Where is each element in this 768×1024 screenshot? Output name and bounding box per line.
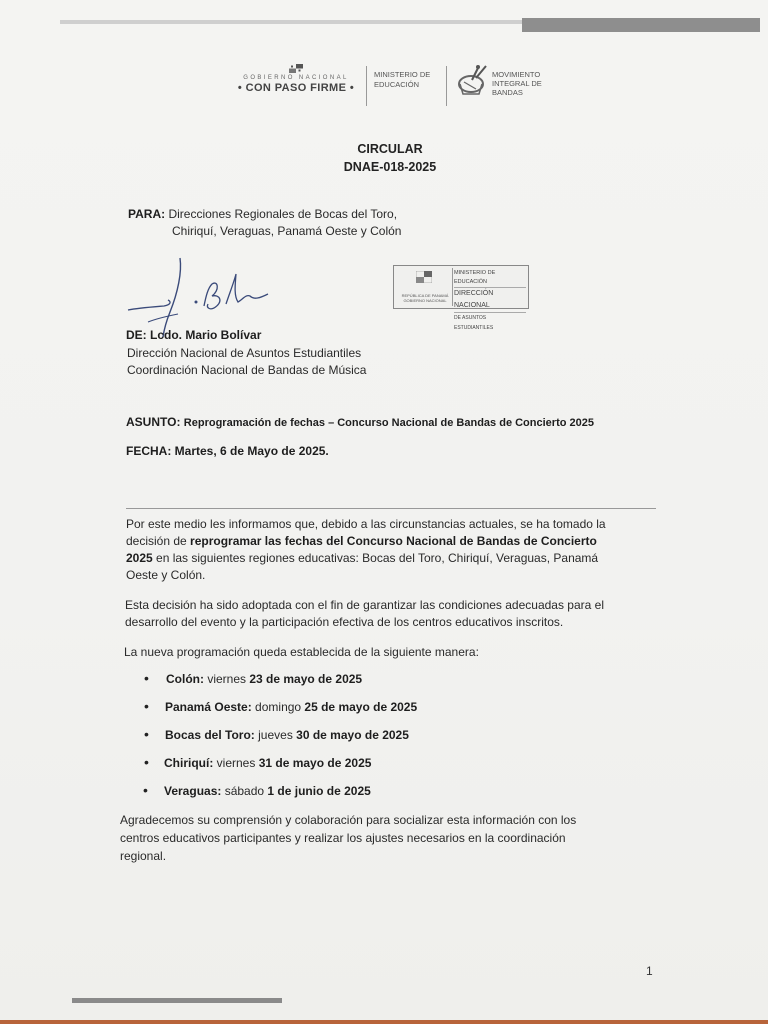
de-line [126, 327, 261, 343]
body-emphasis: reprogramar las fechas del Concurso Nacional de Bandas de Concierto [190, 534, 597, 548]
ministerio-educacion-logo: MINISTERIO DE EDUCACIÓN [374, 70, 431, 89]
body-text: en las siguientes regiones educativas: Bocas del Toro, Chiriquí, Veraguas, Panamá [152, 551, 599, 565]
fecha-line [126, 443, 329, 459]
body-emphasis: 2025 [126, 551, 153, 565]
body-p1-line2 [126, 533, 597, 549]
body-text: decisión de [126, 534, 191, 548]
circular-number: DNAE-018-2025 [343, 160, 437, 174]
schedule-item [165, 699, 417, 715]
bullet-icon: • [143, 782, 148, 798]
sender-name: Lcdo. Mario Bolívar [150, 328, 262, 342]
asunto-line [126, 414, 594, 431]
asunto-text: Reprogramación de fechas – Concurso Nacional de Bandas de Concierto 2025 [183, 417, 594, 429]
asunto-label: ASUNTO: [126, 415, 181, 429]
schedule-day: sábado [221, 784, 268, 798]
schedule-date: 30 de mayo de 2025 [296, 728, 409, 742]
stamp-republica-text: REPÚBLICA DE PANAMÁ GOBIERNO NACIONAL [401, 293, 449, 303]
body-p4-line3: regional. [120, 849, 167, 863]
body-p2-line2: desarrollo del evento y la participación efectiva de los centros educativos inscritos. [125, 615, 564, 629]
section-divider [126, 508, 656, 509]
sender-coordination: Coordinación Nacional de Bandas de Música [127, 363, 367, 377]
movimiento-bandas-logo: MOVIMIENTO INTEGRAL DE BANDAS [492, 70, 542, 97]
schedule-item [164, 783, 371, 799]
para-recipients-1: Direcciones Regionales de Bocas del Toro, [168, 207, 398, 221]
bullet-icon: • [144, 670, 149, 686]
drum-band-icon [454, 62, 490, 102]
para-label: PARA: [128, 207, 166, 221]
body-p1-line4: Oeste y Colón. [126, 568, 206, 582]
schedule-day: domingo [251, 700, 305, 714]
header-separator [366, 66, 367, 106]
fecha-label: FECHA: [126, 444, 172, 458]
schedule-date: 1 de junio de 2025 [267, 784, 371, 798]
schedule-date: 31 de mayo de 2025 [258, 756, 372, 770]
stamp-line-1: MINISTERIO DE EDUCACIÓN [454, 269, 526, 288]
schedule-day: viernes [213, 756, 259, 770]
bullet-icon: • [144, 754, 149, 770]
schedule-region: Bocas del Toro: [165, 728, 255, 742]
schedule-item [165, 727, 409, 743]
para-line [128, 206, 397, 222]
schedule-date: 23 de mayo de 2025 [249, 672, 363, 686]
bottom-edge-bar [72, 998, 282, 1003]
schedule-item [166, 671, 362, 687]
stamp-emblem [396, 268, 453, 306]
panama-flag-icon [289, 64, 303, 73]
schedule-region: Chiriquí: [164, 756, 214, 770]
body-p3: La nueva programación queda establecida de la siguiente manera: [124, 645, 479, 659]
bullet-icon: • [144, 698, 149, 714]
official-stamp [393, 265, 529, 331]
schedule-day: viernes [204, 672, 250, 686]
fecha-text: Martes, 6 de Mayo de 2025. [174, 444, 329, 458]
body-p1-line1: Por este medio les informamos que, debido a las circunstancias actuales, se ha tomado la [126, 517, 606, 531]
schedule-region: Veraguas: [164, 784, 222, 798]
schedule-item [164, 755, 371, 771]
stamp-line-2: DIRECCIÓN NACIONAL [454, 288, 526, 313]
circular-title: CIRCULAR [357, 142, 423, 156]
gobierno-nacional-logo [228, 64, 364, 94]
body-p2-line1: Esta decisión ha sido adoptada con el fin de garantizar las condiciones adecuadas para el [125, 598, 604, 612]
bullet-icon: • [144, 726, 149, 742]
schedule-date: 25 de mayo de 2025 [304, 700, 418, 714]
stamp-line-3: DE ASUNTOS ESTUDIANTILES [454, 315, 494, 331]
page-number: 1 [646, 964, 653, 978]
gobierno-nacional-text: GOBIERNO NACIONAL [243, 75, 349, 81]
header-separator [446, 66, 447, 106]
de-label: DE: [126, 328, 147, 342]
schedule-region: Panamá Oeste: [165, 700, 252, 714]
sender-department: Dirección Nacional de Asuntos Estudiantiles [127, 346, 362, 360]
con-paso-firme-text: • CON PASO FIRME • [237, 82, 355, 94]
schedule-region: Colón: [166, 672, 204, 686]
top-edge-bar [522, 18, 760, 32]
body-p4-line2: centros educativos participantes y realizar los ajustes necesarios en la coordinación [120, 831, 566, 845]
schedule-day: jueves [254, 728, 297, 742]
body-p1-line3 [126, 550, 598, 566]
body-p4-line1: Agradecemos su comprensión y colaboración para socializar esta información con los [120, 813, 577, 827]
para-recipients-2: Chiriquí, Veraguas, Panamá Oeste y Colón [172, 224, 402, 238]
panama-flag-icon [416, 271, 432, 283]
